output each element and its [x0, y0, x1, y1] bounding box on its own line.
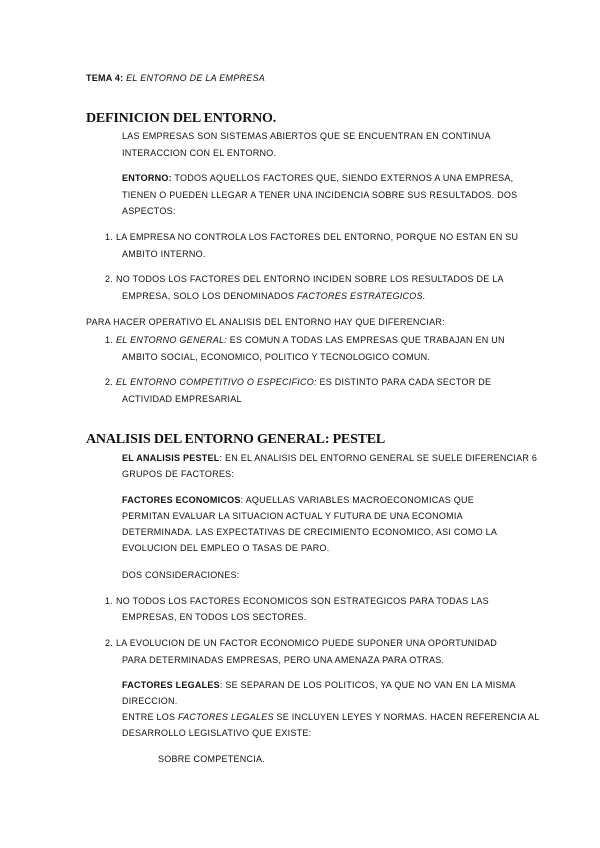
emphasis-factores-legales: FACTORES LEGALES [178, 712, 274, 722]
definition-text: : SE SEPARAN DE LOS POLITICOS, YA QUE NO VAN EN LA MISMA [219, 680, 516, 690]
title-separator: : [120, 73, 127, 83]
list-item-line: AMBITO INTERNO. [122, 249, 206, 259]
definition-factores-economicos [122, 494, 474, 506]
definition-entorno [122, 172, 513, 184]
term-factores-legales: FACTORES LEGALES [122, 680, 220, 690]
list-item-line: LA EMPRESA NO CONTROLA LOS FACTORES DEL ENTORNO, PORQUE NO ESTAN EN SU [116, 232, 519, 242]
definition-text: TODOS AQUELLOS FACTORES QUE, SIENDO EXTERNOS A UNA EMPRESA, [171, 173, 514, 183]
definition-text: : AQUELLAS VARIABLES MACROECONOMICAS QUE [240, 495, 475, 505]
list-item-line: PARA DETERMINADAS EMPRESAS, PERO UNA AMENAZA PARA OTRAS. [122, 655, 445, 665]
term-entorno-general: EL ENTORNO GENERAL: [116, 335, 227, 345]
list-item-line [122, 290, 426, 302]
emphasis-factores-estrategicos: FACTORES ESTRATEGICOS. [297, 291, 426, 301]
list-item-text: ES COMUN A TODAS LAS EMPRESAS QUE TRABAJAN EN UN [226, 335, 505, 345]
paragraph-line: INTERACCION CON EL ENTORNO. [122, 148, 277, 158]
list-item-text: ES DISTINTO PARA CADA SECTOR DE [316, 377, 492, 387]
term-entorno: ENTORNO: [122, 173, 172, 183]
list-number: 2. [105, 274, 114, 284]
list-item-line [116, 376, 491, 388]
section-heading-pestel: ANALISIS DEL ENTORNO GENERAL: PESTEL [86, 432, 386, 447]
document-title [86, 72, 265, 84]
list-number: 1. [105, 335, 114, 345]
paragraph-line: TIENEN O PUEDEN LLEGAR A TENER UNA INCIDENCIA SOBRE SUS RESULTADOS. DOS [122, 190, 518, 200]
list-item-text: EMPRESA, SOLO LOS DENOMINADOS [122, 291, 298, 301]
section-heading-definicion: DEFINICION DEL ENTORNO. [86, 111, 277, 126]
term-analisis-pestel: EL ANALISIS PESTEL [122, 453, 220, 463]
paragraph-text: SE INCLUYEN LEYES Y NORMAS. HACEN REFERENCIA AL [273, 712, 540, 722]
list-number: 1. [105, 596, 114, 606]
definition-text: : EN EL ANALISIS DEL ENTORNO GENERAL SE SUELE DIFERENCIAR 6 [219, 453, 538, 463]
paragraph-line: DETERMINADA. LAS EXPECTATIVAS DE CRECIMIENTO ECONOMICO, ASI COMO LA [122, 527, 498, 537]
paragraph-line: PARA HACER OPERATIVO EL ANALISIS DEL ENTORNO HAY QUE DIFERENCIAR: [86, 317, 445, 327]
list-item-line: LA EVOLUCION DE UN FACTOR ECONOMICO PUEDE SUPONER UNA OPORTUNIDAD [116, 638, 497, 648]
term-factores-economicos: FACTORES ECONOMICOS [122, 495, 241, 505]
paragraph-line: DOS CONSIDERACIONES: [122, 570, 240, 580]
list-number: 2. [105, 377, 114, 387]
paragraph-line: SOBRE COMPETENCIA. [158, 754, 266, 764]
paragraph-line: LAS EMPRESAS SON SISTEMAS ABIERTOS QUE SE ENCUENTRAN EN CONTINUA [122, 131, 491, 141]
paragraph-line: ASPECTOS: [122, 206, 176, 216]
definition-pestel [122, 452, 537, 464]
paragraph-line: DIRECCION. [122, 696, 178, 706]
paragraph-line: EVOLUCION DEL EMPLEO O TASAS DE PARO. [122, 543, 330, 553]
title-text: EL ENTORNO DE LA EMPRESA [126, 73, 266, 83]
list-number: 1. [105, 232, 114, 242]
list-item-line [116, 334, 505, 346]
paragraph-line [122, 711, 539, 723]
list-number: 2. [105, 638, 114, 648]
paragraph-line: PERMITAN EVALUAR LA SITUACION ACTUAL Y FUTURA DE UNA ECONOMIA [122, 511, 463, 521]
paragraph-line: GRUPOS DE FACTORES: [122, 469, 235, 479]
list-item-line: AMBITO SOCIAL, ECONOMICO, POLITICO Y TECNOLOGICO COMUN. [122, 352, 431, 362]
list-item-line: EMPRESAS, EN TODOS LOS SECTORES. [122, 612, 307, 622]
definition-factores-legales [122, 679, 516, 691]
title-prefix: TEMA 4 [86, 73, 121, 83]
term-entorno-competitivo: EL ENTORNO COMPETITIVO O ESPECIFICO: [116, 377, 317, 387]
list-item-line: NO TODOS LOS FACTORES ECONOMICOS SON ESTRATEGICOS PARA TODAS LAS [116, 596, 489, 606]
list-item-line: ACTIVIDAD EMPRESARIAL [122, 394, 242, 404]
paragraph-line: DESARROLLO LEGISLATIVO QUE EXISTE: [122, 728, 312, 738]
paragraph-text: ENTRE LOS [122, 712, 179, 722]
list-item-line: NO TODOS LOS FACTORES DEL ENTORNO INCIDEN SOBRE LOS RESULTADOS DE LA [116, 274, 504, 284]
